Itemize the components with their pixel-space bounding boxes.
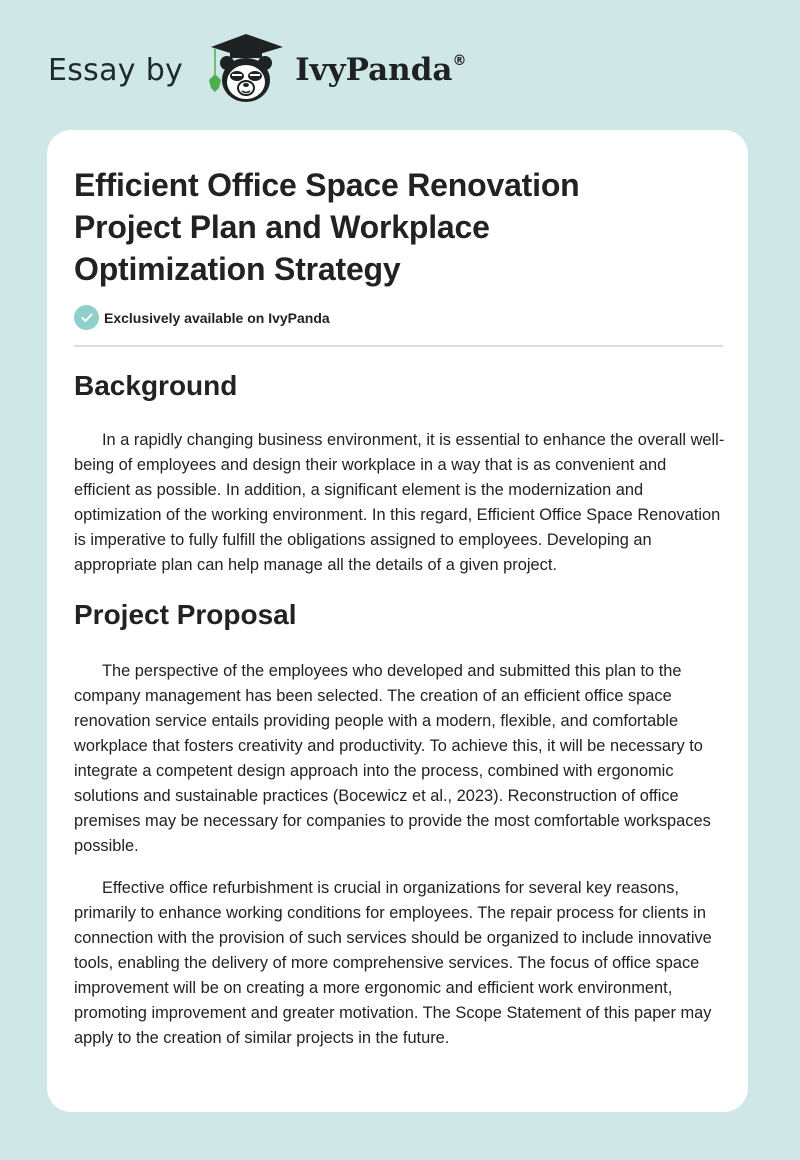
paragraph: Effective office refurbishment is crucial in organizations for several key reasons, primarily to enhance working conditions for employees. The repair process for clients in connection with the provision of such services should be organized to include innovative tools, enabling the delivery of more comprehensive services. The focus of office space improvement will be on creating a more ergonomic and efficient work environment, promoting improvement and greater motivation. The Scope Statement of this paper may apply to the creation of similar projects in the future.	[74, 879, 712, 1047]
exclusive-badge	[74, 305, 330, 330]
section-background	[74, 362, 726, 578]
essay-card	[47, 130, 748, 1112]
registered-mark: ®	[452, 52, 467, 69]
essay-content	[74, 362, 726, 1051]
paragraph: In a rapidly changing business environment, it is essential to enhance the overall well-being of employees and design their workplace in a way that is as convenient and efficient as possible. In addition, a significant element is the modernization and optimization of the working environment. In this regard, Efficient Office Space Renovation is imperative to fully fulfill the obligations assigned to employees. Developing an appropriate plan can help manage all the details of a given project.	[74, 431, 725, 574]
brand-name[interactable]	[295, 52, 466, 88]
essay-by-label: Essay by	[48, 52, 184, 88]
brand-name-text: IvyPanda	[295, 52, 453, 88]
panda-graduate-logo-icon[interactable]	[201, 30, 291, 110]
section-heading: Project Proposal	[74, 599, 297, 630]
paragraph: The perspective of the employees who developed and submitted this plan to the company management has been selected. The creation of an efficient office space renovation service entails providing people with a modern, flexible, and comfortable workplace that fosters creativity and productivity. To achieve this, it will be necessary to integrate a competent design approach into the process, combined with ergonomic solutions and sustainable practices (Bocewicz et al., 2023). Reconstruction of office premises may be necessary for companies to provide the most comfortable workspaces possible.	[74, 662, 711, 855]
page-title: Efficient Office Space Renovation Project Plan and Workplace Optimization Strategy	[74, 167, 580, 287]
exclusive-badge-text: Exclusively available on IvyPanda	[104, 309, 330, 326]
section-project-proposal	[74, 591, 726, 1051]
section-heading: Background	[74, 370, 238, 401]
divider	[74, 345, 723, 347]
check-circle-icon	[74, 305, 99, 330]
site-header	[48, 30, 467, 110]
